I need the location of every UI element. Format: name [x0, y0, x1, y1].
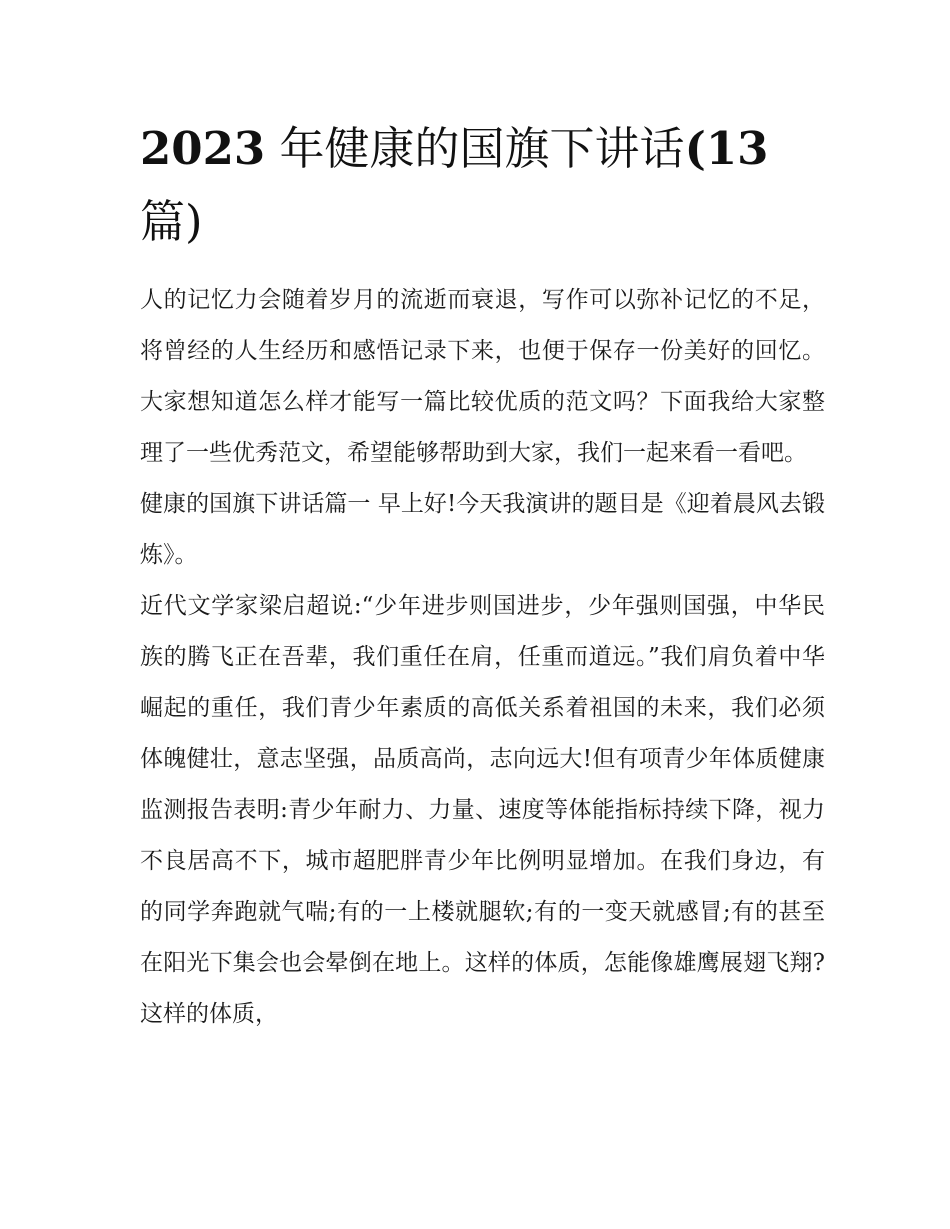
document-title [140, 112, 820, 258]
title-count: (13 [684, 122, 769, 175]
intro-paragraph: 人的记忆力会随着岁月的流逝而衰退，写作可以弥补记忆的不足，将曾经的人生经历和感悟记录下来，也便于保存一份美好的回忆。大家想知道怎么样才能写一篇比较优质的范文吗？下面我给大家整理了一些优秀范文，希望能够帮助到大家，我们一起来看一看吧。 [140, 287, 825, 466]
speech-body-paragraph: 近代文学家梁启超说:“少年进步则国进步，少年强则国强，中华民族的腾飞正在吾辈，我们重任在肩，任重而道远。”我们肩负着中华崛起的重任，我们青少年素质的高低关系着祖国的未来，我们必须体魄健壮，意志坚强，品质高尚，志向远大!但有项青少年体质健康监测报告表明:青少年耐力、力量、速度等体能指标持续下降，视力不良居高不下，城市超肥胖青少年比例明显增加。在我们身边，有的同学奔跑就气喘;有的一上楼就腿软;有的一变天就感冒;有的甚至在阳光下集会也会晕倒在地上。这样的体质，怎能像雄鹰展翅飞翔?这样的体质， [140, 593, 825, 1027]
title-text: 年健康的国旗下讲话 [265, 122, 685, 175]
speech-heading-paragraph: 健康的国旗下讲话篇一 早上好!今天我演讲的题目是《迎着晨风去锻炼》。 [140, 491, 825, 568]
title-year: 2023 [140, 122, 266, 175]
title-suffix: 篇) [140, 195, 203, 248]
document-body [140, 275, 825, 1040]
